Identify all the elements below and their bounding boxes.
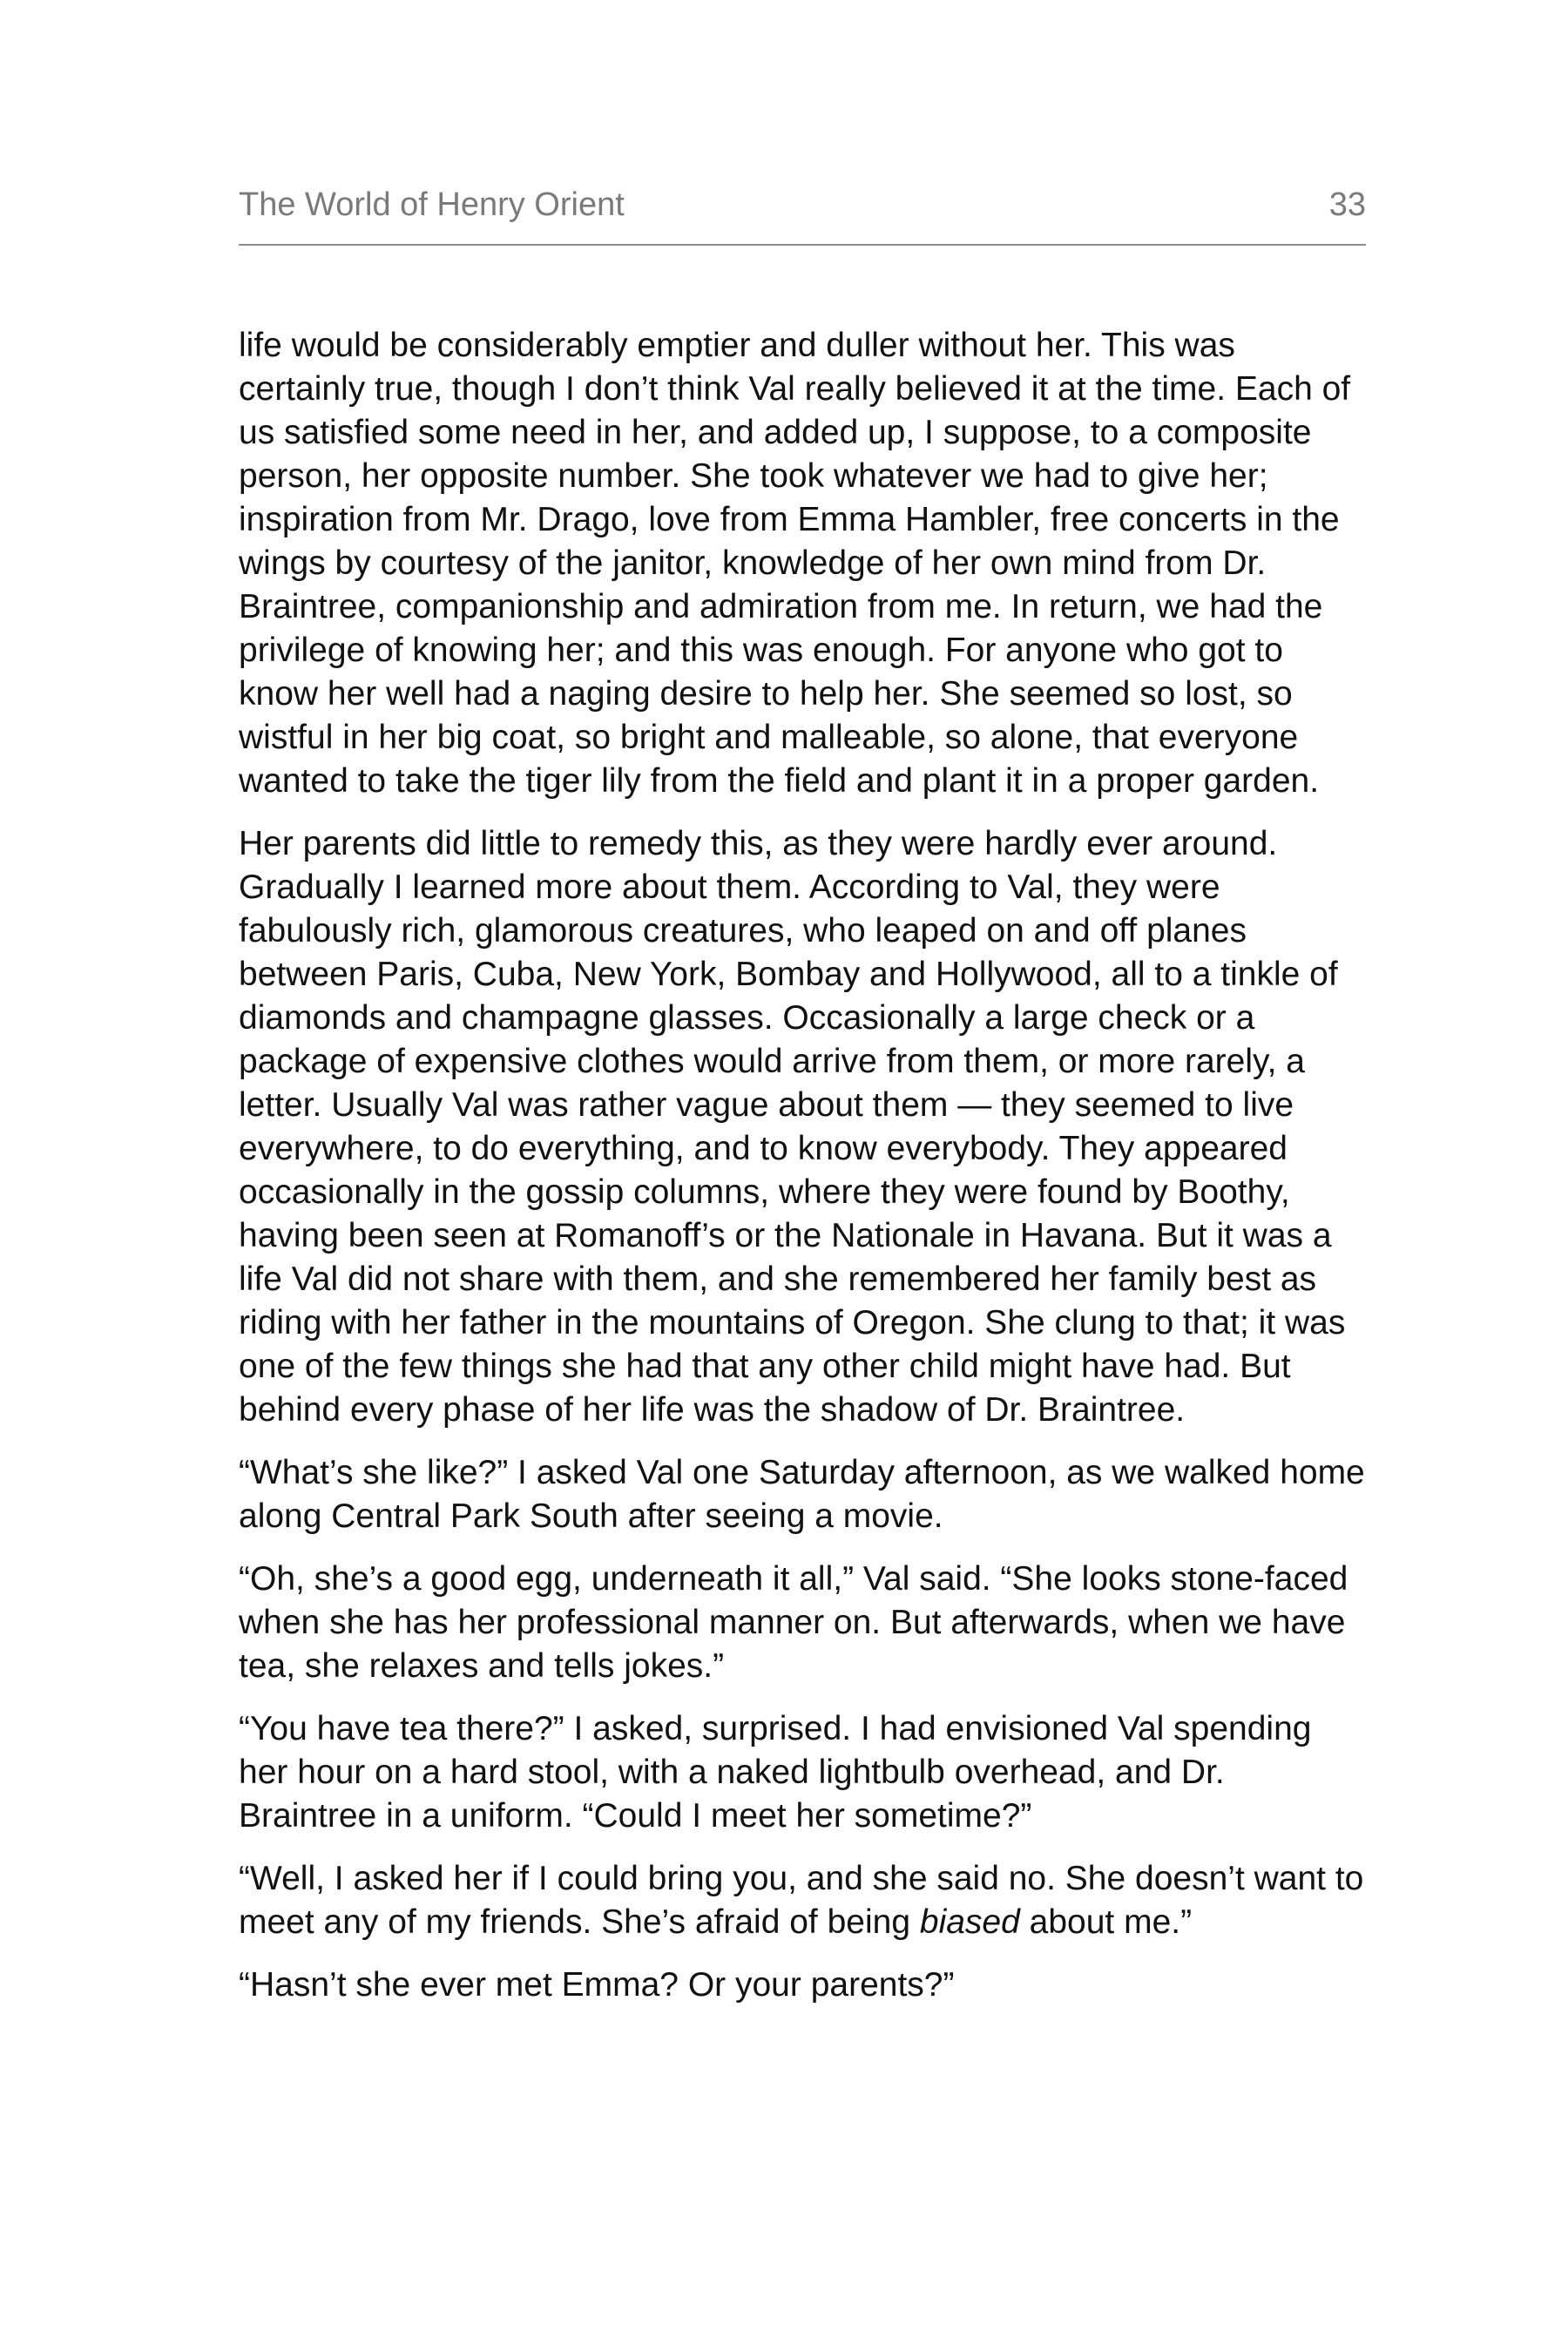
paragraph: “What’s she like?” I asked Val one Saturday afternoon, as we walked home along Central Park South after seeing a movie. — [239, 1454, 1365, 1535]
paragraph: life would be considerably emptier and duller without her. This was certainly true, though I don’t think Val really believed it at the time. Each of us satisfied some need in her, and added up, I suppose, to a composite person, her opposite number. She took whatever we had to give her; inspiration from Mr. Drago, love from Emma Hambler, free concerts in the wings by courtesy of the janitor, knowledge of her own mind from Dr. Braintree, companionship and admiration from me. In return, we had the privilege of knowing her; and this was enough. For anyone who got to know her well had a naging desire to help her. She seemed so lost, so wistful in her big coat, so bright and malleable, so alone, that everyone wanted to take the tiger lily from the field and plant it in a proper garden. — [239, 327, 1351, 800]
page-number: 33 — [1328, 186, 1366, 223]
paragraph: Her parents did little to remedy this, as they were hardly ever around. Gradually I learned more about them. According to Val, they were fabulously rich, glamorous creatures, who leaped on and off planes between Paris, Cuba, New York, Bombay and Hollywood, all to a tinkle of diamonds and champagne glasses. Occasionally a large check or a package of expensive clothes would arrive from them, or more rarely, a letter. Usually Val was rather vague about them — they seemed to live everywhere, to do everything, and to know everybody. They appeared occasionally in the gossip columns, where they were found by Boothy, having been seen at Romanoff’s or the Nationale in Havana. But it was a life Val did not share with them, and she remembered her family best as riding with her father in the mountains of Oregon. She clung to that; it was one of the few things she had that any other child might have had. But behind every phase of her life was the shadow of Dr. Braintree. — [239, 825, 1346, 1429]
paragraph: “You have tea there?” I asked, surprised. I had envisioned Val spending her hour on a hard stool, with a naked lightbulb overhead, and Dr. Braintree in a uniform. “Could I meet her sometime?” — [239, 1710, 1312, 1835]
paragraph: “Oh, she’s a good egg, underneath it all,” Val said. “She looks stone-faced when she has her professional manner on. But afterwards, when we have tea, she relaxes and tells jokes.” — [239, 1560, 1348, 1685]
running-header-title: The World of Henry Orient — [239, 186, 625, 223]
running-header — [239, 183, 1366, 246]
paragraph: “Hasn’t she ever met Emma? Or your parents?” — [239, 1966, 955, 2004]
italic-emphasis: biased — [919, 1903, 1020, 1941]
paragraph-text: “Well, I asked her if I could bring you, and she said no. She doesn’t want to meet any of my friends. She’s afraid of being — [239, 1860, 1364, 1941]
paragraph — [239, 1857, 1366, 1944]
body-text — [239, 324, 1366, 2026]
paragraph-text: about me.” — [1019, 1903, 1193, 1941]
